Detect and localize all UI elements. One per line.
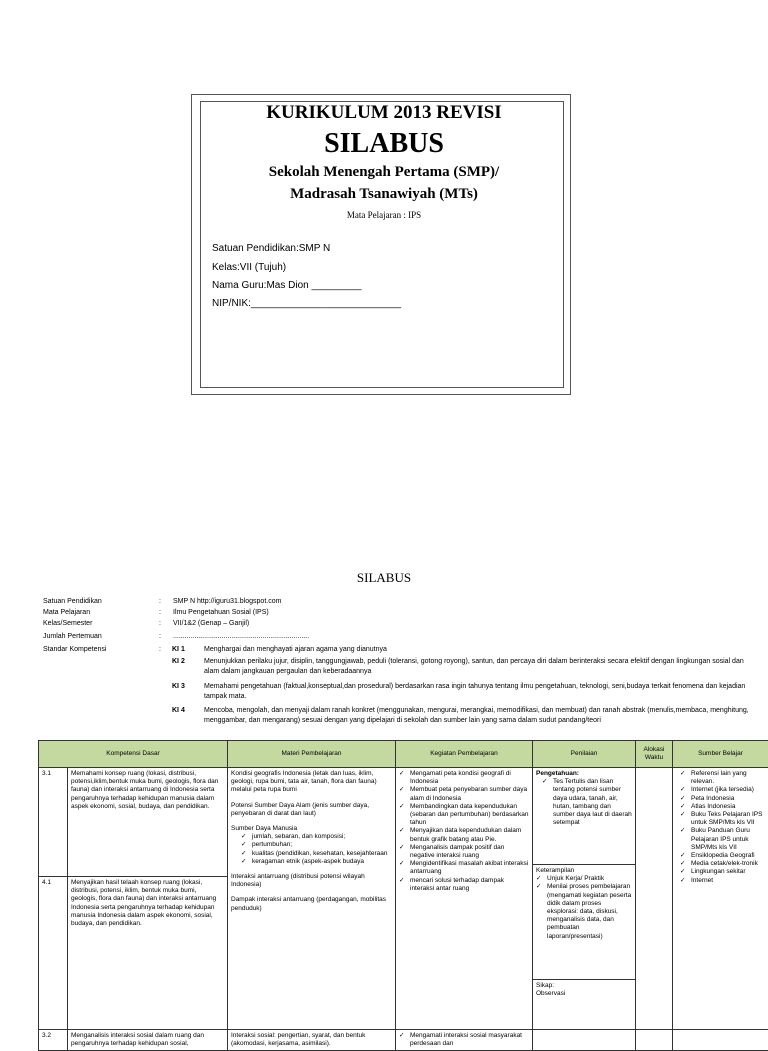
materi-cell xyxy=(228,768,396,1030)
table-header-row xyxy=(39,741,768,768)
header-kegiatan: Kegiatan Pembelajaran xyxy=(396,741,533,768)
list-item: ✓ Lingkungan sekitar xyxy=(680,868,765,876)
materi-list xyxy=(231,833,392,866)
penilaian-sikap xyxy=(533,980,635,1000)
info-label: Satuan Pendidikan xyxy=(43,597,102,606)
alokasi-cell xyxy=(636,1030,673,1051)
info-colon: : xyxy=(159,632,161,641)
kegiatan-list xyxy=(399,1032,529,1048)
ki-code: KI 3 xyxy=(172,682,185,692)
info-label: Mata Pelajaran xyxy=(43,608,90,617)
header-alokasi-waktu: Alokasi Waktu xyxy=(636,741,673,768)
list-item: ✓ Menilai proses pembelajaran (mengamati kegiatan peserta didik dalam proses eksplorasi: data, diskusi, menganalisis data, dan pembuatan laporan/presentasi) xyxy=(536,883,632,940)
silabus-heading: SILABUS xyxy=(0,570,768,586)
list-item: ✓ Media cetak/elek-tronik xyxy=(680,860,765,868)
cover-curriculum-title: KURIKULUM 2013 REVISI xyxy=(0,102,768,124)
kd-cell xyxy=(39,768,228,1030)
list-item: ✓ Mengidentifikasi masalah akibat interaksi antarruang xyxy=(399,860,529,876)
header-sumber-belajar: Sumber Belajar xyxy=(673,741,768,768)
kegiatan-list xyxy=(399,770,529,893)
info-value: SMP N http://iguru31.blogspot.com xyxy=(173,597,281,606)
info-label: Standar Kompetensi xyxy=(43,645,106,654)
sumber-cell xyxy=(673,768,768,1030)
materi-text: Kondisi geografis Indonesia (letak dan luas, iklim, geologi, rupa bumi, tata air, tanah, flora dan fauna) melalui peta rupa bumi xyxy=(231,770,392,795)
kd-cell xyxy=(39,1030,228,1051)
penilaian-list xyxy=(536,875,632,941)
ki-text: Mencoba, mengolah, dan menyaji dalam ranah konkret (menggunakan, mengurai, merangkai, memodifikasi, dan membuat) dan ranah abstrak (menulis,membaca, menghitung, menggambar, dan mengarang) sesuai dengan yang dipelajari di sekolah dan sumber lain yang sama dalam sudut pandang/teori xyxy=(204,706,764,725)
list-item: ✓ Ensiklopedia Geografi xyxy=(680,852,765,860)
info-value: Ilmu Pengetahuan Sosial (IPS) xyxy=(173,608,269,617)
penilaian-keterampilan xyxy=(533,865,635,980)
penilaian-list xyxy=(536,778,632,827)
penilaian-pengetahuan xyxy=(533,768,635,865)
kd-number: 3.2 xyxy=(39,1030,68,1050)
list-item: ✓ Buku Teks Pelajaran IPS untuk SMP/Mts kls VII xyxy=(680,811,765,827)
kd-text: Memahami konsep ruang (lokasi, distribusi, potensi,iklim,bentuk muka bumi, geologis, flora dan fauna) dan interaksi antarruang di Indonesia serta pengaruhnya terhadap kehidupan manusia dalam aspek ekonomi, sosial, budaya, dan pendidikan. xyxy=(68,768,227,876)
materi-cell: Interaksi sosial: pengertian, syarat, dan bentuk (akomodasi, kerjasama, asimilasi). xyxy=(228,1030,396,1051)
materi-text: Sumber Daya Manusia xyxy=(231,825,392,833)
list-item: ✓ Buku Panduan Guru Pelajaran IPS untuk SMP/Mts kls VII xyxy=(680,827,765,852)
ki-text: Memahami pengetahuan (faktual,konseptual,dan prosedural) berdasarkan rasa ingin tahunya tentang ilmu pengetahuan, teknologi, seni,budaya terkait fenomena dan kejadian tampak mata. xyxy=(204,682,764,701)
info-colon: : xyxy=(159,597,161,606)
alokasi-cell xyxy=(636,768,673,1030)
kd-number: 3.1 xyxy=(39,768,68,876)
list-item: ✓ Menyajikan data kependudukan dalam bentuk grafik batang atau Pie. xyxy=(399,827,529,843)
list-item: ✓ pertumbuhan; xyxy=(241,841,392,849)
kd-text: Menyajikan hasil telaah konsep ruang (lokasi, distribusi, potensi, iklim, bentuk muka bumi, geologis, flora dan fauna) dan interaksi antarruang Indonesia serta pengaruhnya terhadap kehidupan manusia Indonesia dalam aspek ekonomi, sosial, budaya, dan pendidikan. xyxy=(68,877,227,1029)
materi-text: Dampak interaksi antarruang (perdagangan, mobilitas penduduk) xyxy=(231,896,392,912)
penilaian-cell xyxy=(533,768,636,1030)
list-item: ✓ keragaman etnik (aspek-aspek budaya xyxy=(241,858,392,866)
penilaian-heading: Sikap: xyxy=(536,982,632,990)
list-item: ✓ Mengamati peta kondisi geografi di Indonesia xyxy=(399,770,529,786)
kegiatan-cell xyxy=(396,768,533,1030)
penilaian-heading: Pengetahuan: xyxy=(536,770,632,778)
cover-school-level: Sekolah Menengah Pertama (SMP)/ xyxy=(0,164,768,181)
info-colon: : xyxy=(159,645,161,654)
list-item: ✓ mencari solusi terhadap dampak interaksi antar ruang xyxy=(399,877,529,893)
kegiatan-cell xyxy=(396,1030,533,1051)
header-materi: Materi Pembelajaran xyxy=(228,741,396,768)
table-row xyxy=(39,1030,768,1051)
sumber-list xyxy=(676,770,765,885)
materi-text: Potensi Sumber Daya Alam (jenis sumber daya, penyebaran di darat dan laut) xyxy=(231,802,392,818)
info-label: Kelas/Semester xyxy=(43,619,92,628)
cover-subject: Mata Pelajaran : IPS xyxy=(0,210,768,220)
list-item: ✓ Peta Indonesia xyxy=(680,795,765,803)
list-item: ✓ Membuat peta penyebaran sumber daya alam di Indonesia xyxy=(399,786,529,802)
ki-code: KI 2 xyxy=(172,657,185,667)
cover-field-school: Satuan Pendidikan:SMP N xyxy=(212,243,330,254)
ki-text: Menunjukkan perilaku jujur, disiplin, tanggungjawab, peduli (toleransi, gotong royong), santun, dan percaya diri dalam berinteraksi secara efektif dengan lingkungan sosial dan alam dalam jangkauan pergaulan dan keberadaannya xyxy=(204,657,744,676)
list-item: ✓ Mengamati interaksi sosial masyarakat perdesaan dan xyxy=(399,1032,529,1048)
cover-field-nip: NIP/NIK:___________________________ xyxy=(212,298,401,309)
table-row xyxy=(39,768,768,1030)
cover-silabus-title: SILABUS xyxy=(0,128,768,160)
list-item: ✓ kualitas (pendidikan, kesehatan, kesejahteraan xyxy=(241,850,392,858)
silabus-table xyxy=(38,740,768,1051)
cover-madrasah-level: Madrasah Tsanawiyah (MTs) xyxy=(0,186,768,203)
ki-text: Menghargai dan menghayati ajaran agama yang dianutnya xyxy=(204,645,764,655)
penilaian-text: Observasi xyxy=(536,990,632,998)
info-value: VII/1&2 (Genap – Ganjil) xyxy=(173,619,249,628)
list-item: ✓ Menganalisis dampak positif dan negative interaksi ruang xyxy=(399,844,529,860)
kd-text: Menganalisis interaksi sosial dalam ruang dan pengaruhnya terhadap kehidupan sosial, xyxy=(68,1030,227,1050)
list-item: ✓ Unjuk Kerja/ Praktik xyxy=(536,875,632,883)
list-item: ✓ Internet xyxy=(680,877,765,885)
info-value: ...................................................................... xyxy=(173,632,309,641)
list-item: ✓ Atlas Indonesia xyxy=(680,803,765,811)
ki-code: KI 4 xyxy=(172,706,185,716)
list-item: ✓ Tes Tertulis dan lisan tentang potensi sumber daya udara, tanah, air, hutan, tambang dan sumber daya laut di daerah setempat xyxy=(542,778,632,827)
kd-number: 4.1 xyxy=(39,877,68,1029)
cover-field-teacher: Nama Guru:Mas Dion _________ xyxy=(212,280,362,291)
list-item: ✓ Referensi lain yang relevan. xyxy=(680,770,765,786)
info-label: Jumlah Pertemuan xyxy=(43,632,102,641)
header-kompetensi-dasar: Kompetensi Dasar xyxy=(39,741,228,768)
list-item: ✓ jumlah, sebaran, dan komposisi; xyxy=(241,833,392,841)
materi-text: Interaksi antarruang (distribusi potensi wilayah Indonesia) xyxy=(231,873,392,889)
list-item: ✓ Internet (jika tersedia) xyxy=(680,786,765,794)
sumber-cell xyxy=(673,1030,768,1051)
info-colon: : xyxy=(159,619,161,628)
cover-field-class: Kelas:VII (Tujuh) xyxy=(212,262,286,273)
header-penilaian: Penilaian xyxy=(533,741,636,768)
penilaian-cell xyxy=(533,1030,636,1051)
list-item: ✓ Membandingkan data kependudukan (sebaran dan pertumbuhan) berdasarkan tahun xyxy=(399,803,529,828)
penilaian-heading: Keterampilan xyxy=(536,867,632,875)
info-colon: : xyxy=(159,608,161,617)
ki-code: KI 1 xyxy=(172,645,185,655)
